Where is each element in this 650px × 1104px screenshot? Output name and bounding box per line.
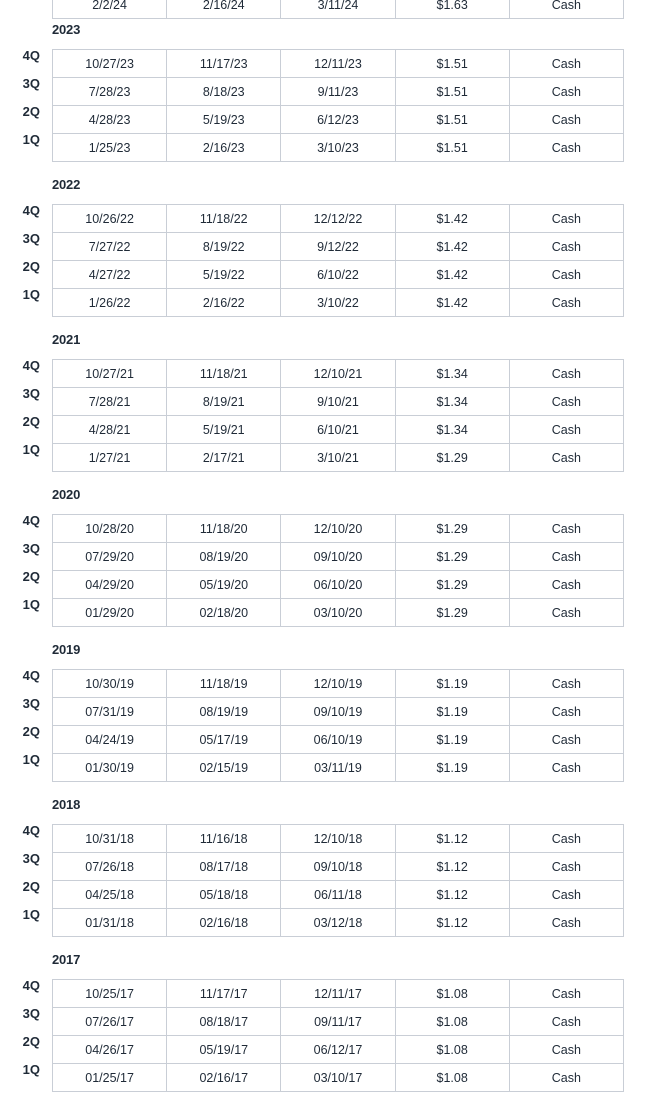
quarter-labels [0, 42, 42, 154]
table-row [53, 980, 624, 1008]
payable-cell: 3/10/23 [281, 134, 395, 162]
payable-cell: 09/11/17 [281, 1008, 395, 1036]
type-cell: Cash [509, 825, 623, 853]
quarter-label: 1Q [22, 752, 40, 767]
amount-cell: $1.29 [395, 599, 509, 627]
quarter-label: 4Q [22, 513, 40, 528]
amount-cell: $1.34 [395, 388, 509, 416]
quarter-label: 3Q [22, 696, 40, 711]
table-row [53, 1008, 624, 1036]
record-cell: 11/18/22 [167, 205, 281, 233]
year-section-partial [0, 0, 650, 19]
announce-cell: 4/27/22 [53, 261, 167, 289]
payable-cell: 06/10/20 [281, 571, 395, 599]
type-cell: Cash [509, 233, 623, 261]
table-row [53, 50, 624, 78]
quarter-label: 1Q [22, 287, 40, 302]
dividend-table [52, 49, 624, 162]
record-cell: 11/18/19 [167, 670, 281, 698]
amount-cell: $1.34 [395, 416, 509, 444]
quarter-label: 2Q [22, 724, 40, 739]
amount-cell: $1.19 [395, 698, 509, 726]
type-cell: Cash [509, 909, 623, 937]
table-row [53, 754, 624, 782]
announce-cell: 04/25/18 [53, 881, 167, 909]
announce-cell: 10/31/18 [53, 825, 167, 853]
amount-cell: $1.34 [395, 360, 509, 388]
payable-cell: 9/12/22 [281, 233, 395, 261]
announce-cell: 4/28/23 [53, 106, 167, 134]
record-cell: 11/17/17 [167, 980, 281, 1008]
amount-cell: $1.63 [395, 0, 509, 19]
dividend-table [52, 514, 624, 627]
amount-cell: $1.29 [395, 571, 509, 599]
type-cell: Cash [509, 543, 623, 571]
quarter-label: 2Q [22, 1034, 40, 1049]
payable-cell: 6/10/22 [281, 261, 395, 289]
amount-cell: $1.12 [395, 853, 509, 881]
announce-cell: 7/28/23 [53, 78, 167, 106]
table-row [53, 726, 624, 754]
payable-cell: 6/10/21 [281, 416, 395, 444]
announce-cell: 04/24/19 [53, 726, 167, 754]
year-heading: 2018 [52, 797, 81, 812]
dividend-table [52, 669, 624, 782]
amount-cell: $1.51 [395, 78, 509, 106]
announce-cell: 2/2/24 [53, 0, 167, 19]
dividend-table [52, 204, 624, 317]
amount-cell: $1.51 [395, 134, 509, 162]
payable-cell: 12/11/17 [281, 980, 395, 1008]
year-heading: 2019 [52, 642, 81, 657]
amount-cell: $1.12 [395, 909, 509, 937]
type-cell: Cash [509, 881, 623, 909]
type-cell: Cash [509, 853, 623, 881]
announce-cell: 10/27/21 [53, 360, 167, 388]
type-cell: Cash [509, 1008, 623, 1036]
type-cell: Cash [509, 261, 623, 289]
announce-cell: 1/25/23 [53, 134, 167, 162]
type-cell: Cash [509, 416, 623, 444]
record-cell: 08/19/20 [167, 543, 281, 571]
type-cell: Cash [509, 289, 623, 317]
table-row [53, 416, 624, 444]
announce-cell: 04/26/17 [53, 1036, 167, 1064]
payable-cell: 09/10/20 [281, 543, 395, 571]
year-heading: 2020 [52, 487, 81, 502]
table-row [53, 599, 624, 627]
quarter-label: 2Q [22, 879, 40, 894]
table-row [53, 261, 624, 289]
table-row [53, 670, 624, 698]
record-cell: 8/19/21 [167, 388, 281, 416]
quarter-label: 4Q [22, 823, 40, 838]
quarter-label: 2Q [22, 259, 40, 274]
announce-cell: 01/29/20 [53, 599, 167, 627]
quarter-label: 3Q [22, 1006, 40, 1021]
amount-cell: $1.42 [395, 289, 509, 317]
quarter-label: 3Q [22, 386, 40, 401]
announce-cell: 01/30/19 [53, 754, 167, 782]
payable-cell: 09/10/19 [281, 698, 395, 726]
quarter-label: 2Q [22, 414, 40, 429]
record-cell: 11/18/21 [167, 360, 281, 388]
payable-cell: 06/12/17 [281, 1036, 395, 1064]
type-cell: Cash [509, 599, 623, 627]
payable-cell: 12/10/21 [281, 360, 395, 388]
record-cell: 2/16/23 [167, 134, 281, 162]
record-cell: 05/19/20 [167, 571, 281, 599]
record-cell: 8/19/22 [167, 233, 281, 261]
type-cell: Cash [509, 50, 623, 78]
amount-cell: $1.08 [395, 980, 509, 1008]
dividend-table [52, 0, 624, 19]
payable-cell: 3/10/22 [281, 289, 395, 317]
amount-cell: $1.51 [395, 50, 509, 78]
table-row [53, 853, 624, 881]
announce-cell: 10/27/23 [53, 50, 167, 78]
table-row [53, 360, 624, 388]
announce-cell: 4/28/21 [53, 416, 167, 444]
record-cell: 11/18/20 [167, 515, 281, 543]
announce-cell: 07/31/19 [53, 698, 167, 726]
payable-cell: 03/11/19 [281, 754, 395, 782]
year-section-2017 [0, 949, 650, 1104]
type-cell: Cash [509, 444, 623, 472]
payable-cell: 6/12/23 [281, 106, 395, 134]
table-row [53, 825, 624, 853]
type-cell: Cash [509, 670, 623, 698]
payable-cell: 12/10/19 [281, 670, 395, 698]
announce-cell: 01/31/18 [53, 909, 167, 937]
record-cell: 08/18/17 [167, 1008, 281, 1036]
record-cell: 5/19/21 [167, 416, 281, 444]
type-cell: Cash [509, 360, 623, 388]
quarter-labels [0, 197, 42, 309]
table-row [53, 0, 624, 19]
payable-cell: 3/11/24 [281, 0, 395, 19]
record-cell: 5/19/23 [167, 106, 281, 134]
payable-cell: 12/10/18 [281, 825, 395, 853]
year-section-2022 [0, 174, 650, 329]
table-row [53, 881, 624, 909]
record-cell: 11/16/18 [167, 825, 281, 853]
year-section-2023 [0, 19, 650, 174]
amount-cell: $1.29 [395, 515, 509, 543]
quarter-label: 4Q [22, 48, 40, 63]
year-section-2020 [0, 484, 650, 639]
record-cell: 05/18/18 [167, 881, 281, 909]
amount-cell: $1.19 [395, 670, 509, 698]
quarter-label: 3Q [22, 76, 40, 91]
year-section-2021 [0, 329, 650, 484]
type-cell: Cash [509, 106, 623, 134]
payable-cell: 12/10/20 [281, 515, 395, 543]
announce-cell: 07/29/20 [53, 543, 167, 571]
announce-cell: 7/28/21 [53, 388, 167, 416]
record-cell: 2/17/21 [167, 444, 281, 472]
quarter-label: 4Q [22, 668, 40, 683]
quarter-label: 3Q [22, 231, 40, 246]
table-row [53, 78, 624, 106]
record-cell: 05/17/19 [167, 726, 281, 754]
payable-cell: 3/10/21 [281, 444, 395, 472]
record-cell: 2/16/24 [167, 0, 281, 19]
type-cell: Cash [509, 1064, 623, 1092]
record-cell: 02/16/18 [167, 909, 281, 937]
type-cell: Cash [509, 980, 623, 1008]
quarter-label: 1Q [22, 132, 40, 147]
announce-cell: 10/26/22 [53, 205, 167, 233]
quarter-label: 3Q [22, 541, 40, 556]
payable-cell: 9/11/23 [281, 78, 395, 106]
table-row [53, 134, 624, 162]
year-heading: 2023 [52, 22, 81, 37]
amount-cell: $1.19 [395, 726, 509, 754]
dividend-table [52, 824, 624, 937]
quarter-labels [0, 662, 42, 774]
quarter-labels [0, 817, 42, 929]
announce-cell: 01/25/17 [53, 1064, 167, 1092]
amount-cell: $1.42 [395, 233, 509, 261]
amount-cell: $1.29 [395, 543, 509, 571]
record-cell: 02/16/17 [167, 1064, 281, 1092]
table-row [53, 698, 624, 726]
announce-cell: 1/26/22 [53, 289, 167, 317]
quarter-labels [0, 972, 42, 1084]
table-row [53, 543, 624, 571]
payable-cell: 12/11/23 [281, 50, 395, 78]
payable-cell: 06/10/19 [281, 726, 395, 754]
quarter-labels [0, 507, 42, 619]
dividend-table [52, 979, 624, 1092]
year-heading: 2017 [52, 952, 81, 967]
payable-cell: 09/10/18 [281, 853, 395, 881]
amount-cell: $1.12 [395, 881, 509, 909]
amount-cell: $1.08 [395, 1036, 509, 1064]
type-cell: Cash [509, 205, 623, 233]
payable-cell: 03/12/18 [281, 909, 395, 937]
amount-cell: $1.08 [395, 1008, 509, 1036]
quarter-label: 4Q [22, 978, 40, 993]
type-cell: Cash [509, 1036, 623, 1064]
quarter-label: 1Q [22, 1062, 40, 1077]
announce-cell: 07/26/17 [53, 1008, 167, 1036]
year-section-2018 [0, 794, 650, 949]
type-cell: Cash [509, 134, 623, 162]
quarter-label: 2Q [22, 104, 40, 119]
table-row [53, 1036, 624, 1064]
announce-cell: 04/29/20 [53, 571, 167, 599]
type-cell: Cash [509, 726, 623, 754]
announce-cell: 10/28/20 [53, 515, 167, 543]
record-cell: 02/15/19 [167, 754, 281, 782]
announce-cell: 7/27/22 [53, 233, 167, 261]
table-row [53, 106, 624, 134]
payable-cell: 03/10/17 [281, 1064, 395, 1092]
record-cell: 05/19/17 [167, 1036, 281, 1064]
amount-cell: $1.08 [395, 1064, 509, 1092]
amount-cell: $1.42 [395, 261, 509, 289]
announce-cell: 10/30/19 [53, 670, 167, 698]
type-cell: Cash [509, 388, 623, 416]
type-cell: Cash [509, 0, 623, 19]
quarter-label: 4Q [22, 358, 40, 373]
record-cell: 11/17/23 [167, 50, 281, 78]
amount-cell: $1.12 [395, 825, 509, 853]
quarter-label: 4Q [22, 203, 40, 218]
year-heading: 2022 [52, 177, 81, 192]
year-heading: 2021 [52, 332, 81, 347]
type-cell: Cash [509, 698, 623, 726]
record-cell: 08/17/18 [167, 853, 281, 881]
amount-cell: $1.29 [395, 444, 509, 472]
payable-cell: 9/10/21 [281, 388, 395, 416]
quarter-label: 3Q [22, 851, 40, 866]
dividend-table [52, 359, 624, 472]
type-cell: Cash [509, 571, 623, 599]
record-cell: 8/18/23 [167, 78, 281, 106]
amount-cell: $1.42 [395, 205, 509, 233]
year-section-2019 [0, 639, 650, 794]
table-row [53, 515, 624, 543]
table-row [53, 388, 624, 416]
table-row [53, 289, 624, 317]
table-row [53, 1064, 624, 1092]
announce-cell: 1/27/21 [53, 444, 167, 472]
payable-cell: 03/10/20 [281, 599, 395, 627]
quarter-label: 1Q [22, 907, 40, 922]
announce-cell: 07/26/18 [53, 853, 167, 881]
payable-cell: 12/12/22 [281, 205, 395, 233]
amount-cell: $1.51 [395, 106, 509, 134]
type-cell: Cash [509, 754, 623, 782]
quarter-label: 1Q [22, 442, 40, 457]
payable-cell: 06/11/18 [281, 881, 395, 909]
amount-cell: $1.19 [395, 754, 509, 782]
type-cell: Cash [509, 515, 623, 543]
type-cell: Cash [509, 78, 623, 106]
quarter-label: 2Q [22, 569, 40, 584]
announce-cell: 10/25/17 [53, 980, 167, 1008]
record-cell: 2/16/22 [167, 289, 281, 317]
table-row [53, 571, 624, 599]
table-row [53, 205, 624, 233]
record-cell: 5/19/22 [167, 261, 281, 289]
table-row [53, 909, 624, 937]
record-cell: 08/19/19 [167, 698, 281, 726]
table-row [53, 444, 624, 472]
record-cell: 02/18/20 [167, 599, 281, 627]
quarter-labels [0, 352, 42, 464]
table-row [53, 233, 624, 261]
quarter-label: 1Q [22, 597, 40, 612]
